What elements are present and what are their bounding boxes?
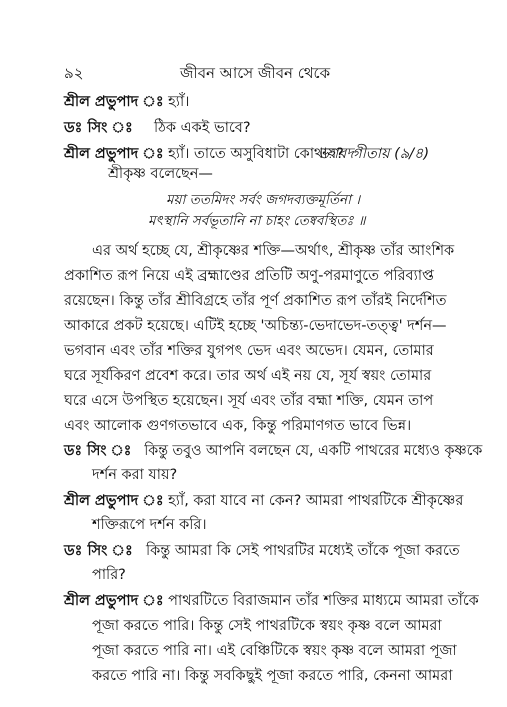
dialogue-text: পাথরটিতে বিরাজমান তাঁর শক্তির মাধ্যমে আমরা তাঁকে — [168, 593, 479, 609]
paragraph-line: দর্শন করা যায়? — [92, 467, 178, 483]
dialogue-line — [64, 144, 344, 164]
dialogue-line — [64, 541, 460, 561]
speaker-dr-singh: ডঃ সিং ঃ — [64, 543, 133, 559]
running-title: জীবন আসে জীবন থেকে — [180, 64, 331, 82]
speaker-dr-singh: ডঃ সিং ঃ — [64, 120, 133, 136]
paragraph-line: ঘরে সূর্যকিরণ প্রবেশ করে। তার অর্থ এই নয় যে, সূর্য স্বয়ং তোমার — [64, 368, 432, 384]
paragraph-line: প্রকাশিত রূপ নিয়ে এই ব্রহ্মাণ্ডের প্রতিটি অণু-পরমাণুতে পরিব্যাপ্ত — [64, 268, 434, 284]
dialogue-text: হ্যাঁ, করা যাবে না কেন? আমরা পাথরটিকে শ্রীকৃষ্ণের — [168, 493, 464, 509]
dialogue-line — [64, 92, 189, 112]
paragraph-line: ঘরে এসে উপস্থিত হয়েছেন। সূর্য এবং তাঁর বহ্মা শক্তি, যেমন তাপ — [64, 393, 434, 409]
paragraph-line: রয়েছেন। কিন্তু তাঁর শ্রীবিগ্রহে তাঁর পূর্ণ প্রকাশিত রূপ তাঁরই নির্দেশিত — [64, 293, 447, 309]
paragraph-line: পূজা করতে পারি না। এই বেঞ্চিটিকে স্বয়ং কৃষ্ণ বলে আমরা পূজা — [92, 643, 457, 659]
dialogue-line — [64, 441, 482, 461]
paragraph-line: আকারে প্রকট হয়েছে। এটিই হচ্ছে 'অচিন্ত্য-ভেদাভেদ-তত্ত্ব' দর্শন— — [64, 318, 447, 334]
speaker-prabhupada: শ্রীল প্রভুপাদ ঃ — [64, 493, 164, 509]
dialogue-text: হ্যাঁ। — [168, 94, 190, 110]
paragraph-line: পূজা করতে পারি। কিন্তু সেই পাথরটিকে স্বয়ং কৃষ্ণ বলে আমরা — [92, 618, 442, 634]
speaker-prabhupada: শ্রীল প্রভুপাদ ঃ — [64, 146, 164, 162]
dialogue-line — [64, 118, 251, 138]
paragraph-line: এবং আলোক গুণগতভাবে এক, কিন্তু পরিমাণগত ভাবে ভিন্ন। — [64, 418, 412, 434]
quote-intro: শ্রীকৃষ্ণ বলেছেন— — [108, 166, 213, 182]
dialogue-line — [64, 591, 479, 611]
speaker-dr-singh: ডঃ সিং ঃ — [64, 443, 132, 459]
dialogue-text: হ্যাঁ। তাতে অসুবিধাটা কোথায়? — [168, 146, 344, 162]
paragraph-line: এর অর্থ হচ্ছে যে, শ্রীকৃষ্ণের শক্তি—অর্থাৎ, শ্রীকৃষ্ণ তাঁর আংশিক — [92, 243, 455, 259]
paragraph-line: শক্তিরূপে দর্শন করি। — [92, 517, 207, 533]
page-number: ৯২ — [64, 64, 84, 82]
scripture-reference: ভগবদ্গীতায় (৯/৪) — [318, 146, 430, 162]
verse-line-1: ময়া ততমিদং সর্বং জগদব্যক্তমূর্তিনা । — [166, 192, 361, 208]
speaker-prabhupada: শ্রীল প্রভুপাদ ঃ — [64, 94, 164, 110]
dialogue-text: ঠিক একই ভাবে? — [153, 120, 251, 136]
verse-line-2: মৎস্থানি সর্বভূতানি না চাহং তেষ্ববস্থিতঃ ॥ — [148, 213, 366, 229]
speaker-prabhupada: শ্রীল প্রভুপাদ ঃ — [64, 593, 164, 609]
dialogue-text: কিন্তু আমরা কি সেই পাথরটির মধ্যেই তাঁকে পূজা করতে — [145, 543, 460, 559]
page-header — [0, 62, 507, 84]
paragraph-line: পারি? — [92, 567, 126, 583]
dialogue-text: কিন্তু তবুও আপনি বলছেন যে, একটি পাথরের মধ্যেও কৃষ্ণকে — [144, 443, 483, 459]
paragraph-line: ভগবান এবং তাঁর শক্তির যুগপৎ ভেদ এবং অভেদ। যেমন, তোমার — [64, 343, 434, 359]
paragraph-line: করতে পারি না। কিন্তু সবকিছুই পূজা করতে পারি, কেননা আমরা — [92, 668, 453, 684]
dialogue-line — [64, 491, 463, 511]
